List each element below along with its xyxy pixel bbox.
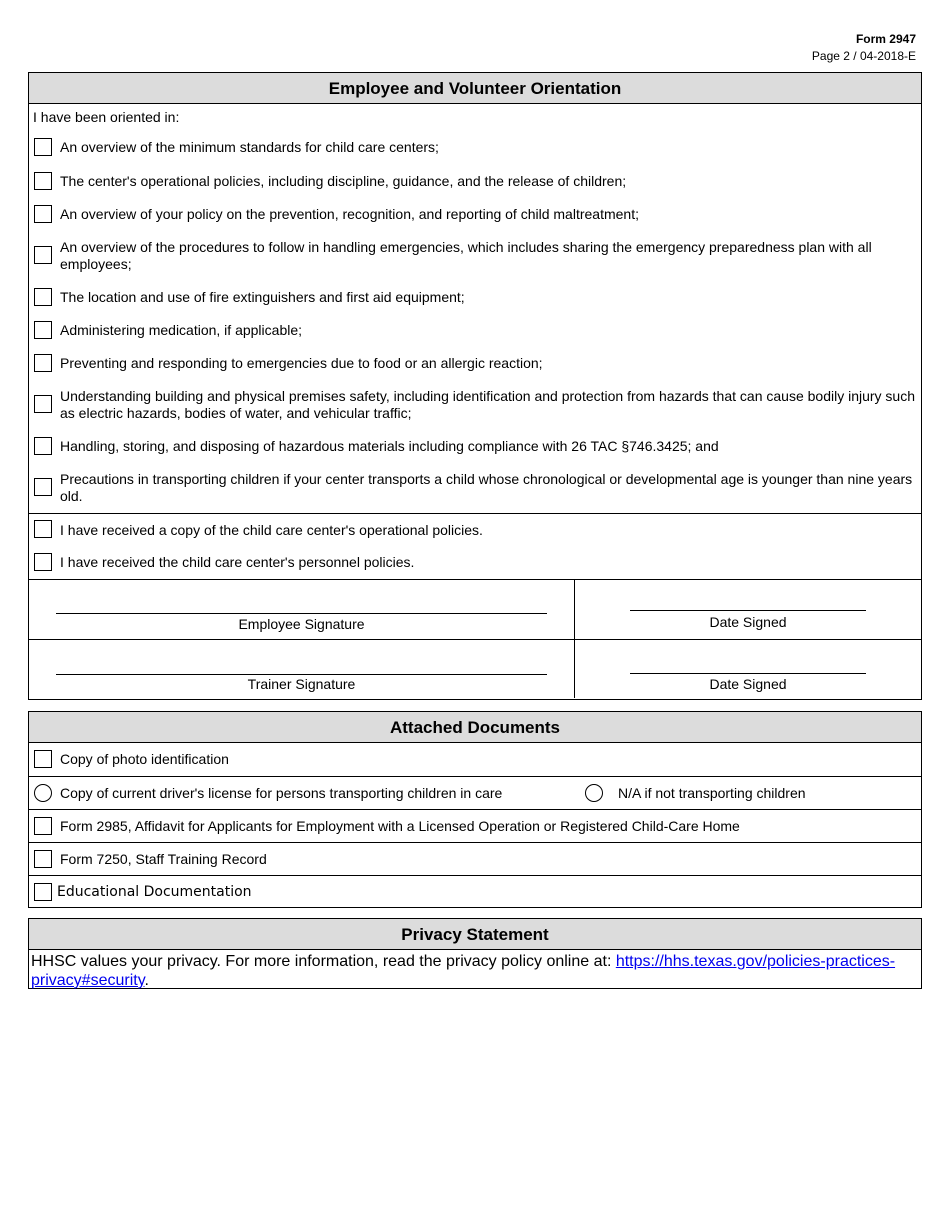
checkbox[interactable]	[34, 321, 52, 339]
signature-line	[56, 674, 547, 675]
orientation-item: Understanding building and physical premises safety, including identification and protection from hazards that can cause bodily injury such as electric hazards, bodies of water, and vehicular traffic;	[29, 380, 921, 430]
form-number: Form 2947	[855, 32, 916, 46]
orientation-item: Precautions in transporting children if your center transports a child whose chronological or developmental age is younger than nine years old.	[29, 463, 921, 513]
checkbox[interactable]	[34, 750, 52, 768]
signature-line	[56, 613, 547, 614]
orientation-item: The center's operational policies, including discipline, guidance, and the release of children;	[29, 165, 921, 198]
radio-na-transport[interactable]	[585, 784, 603, 802]
checkbox[interactable]	[34, 354, 52, 372]
checkbox[interactable]	[34, 246, 52, 264]
orientation-item: An overview of your policy on the prevention, recognition, and reporting of child maltreatment;	[29, 198, 921, 231]
page-info: Page 2 / 04-2018-E	[811, 49, 916, 63]
orientation-item: The location and use of fire extinguishers and first aid equipment;	[29, 281, 921, 314]
doc-photo-id: Copy of photo identification	[29, 743, 921, 776]
checkbox[interactable]	[34, 883, 52, 901]
orientation-item: Administering medication, if applicable;	[29, 314, 921, 347]
received-item: I have received the child care center's personnel policies.	[29, 546, 921, 579]
orientation-item: Handling, storing, and disposing of hazardous materials including compliance with 26 TAC §746.3425; and	[29, 430, 921, 463]
employee-date-field[interactable]	[575, 580, 921, 639]
checkbox[interactable]	[34, 205, 52, 223]
orientation-item: An overview of the procedures to follow in handling emergencies, which includes sharing the emergency preparedness plan with all employees;	[29, 231, 921, 281]
employee-signature-label: Employee Signature	[238, 616, 365, 632]
employee-signature-row	[29, 579, 921, 639]
checkbox[interactable]	[34, 138, 52, 156]
radio-drivers-license[interactable]	[34, 784, 52, 802]
doc-form-7250: Form 7250, Staff Training Record	[29, 842, 921, 875]
orientation-title: Employee and Volunteer Orientation	[29, 73, 921, 104]
form-header	[812, 31, 916, 65]
privacy-policy-link[interactable]: https://hhs.texas.gov/policies-practices-privacy#security	[31, 953, 896, 989]
checkbox[interactable]	[34, 395, 52, 413]
checkbox[interactable]	[34, 478, 52, 496]
checkbox[interactable]	[34, 850, 52, 868]
date-signed-label: Date Signed	[709, 614, 787, 630]
trainer-signature-label: Trainer Signature	[247, 676, 356, 692]
received-item: I have received a copy of the child care center's operational policies.	[29, 514, 921, 546]
checkbox[interactable]	[34, 172, 52, 190]
attached-documents-title: Attached Documents	[29, 712, 921, 743]
date-line	[630, 673, 866, 674]
date-signed-label: Date Signed	[709, 676, 787, 692]
privacy-text: HHSC values your privacy. For more information, read the privacy policy online at: https://hhs.texas.gov/policies-practices-privacy#security.	[31, 953, 896, 989]
orientation-item: An overview of the minimum standards for child care centers;	[29, 130, 921, 165]
employee-signature-field[interactable]	[29, 580, 575, 639]
doc-drivers-license: Copy of current driver's license for persons transporting children in care N/A if not transporting children	[29, 776, 921, 809]
date-line	[630, 610, 866, 611]
trainer-signature-row	[29, 639, 921, 698]
checkbox[interactable]	[34, 553, 52, 571]
checkbox[interactable]	[34, 520, 52, 538]
doc-form-2985: Form 2985, Affidavit for Applicants for Employment with a Licensed Operation or Registered Child-Care Home	[29, 809, 921, 842]
checkbox[interactable]	[34, 288, 52, 306]
privacy-section	[28, 918, 922, 989]
checkbox[interactable]	[34, 437, 52, 455]
trainer-signature-field[interactable]	[29, 640, 575, 698]
attached-documents-section	[28, 711, 922, 908]
privacy-title: Privacy Statement	[29, 919, 921, 950]
orientation-item: Preventing and responding to emergencies due to food or an allergic reaction;	[29, 347, 921, 380]
doc-educational: Educational Documentation	[29, 875, 921, 908]
orientation-intro: I have been oriented in:	[33, 109, 180, 125]
orientation-section	[28, 72, 922, 700]
trainer-date-field[interactable]	[575, 640, 921, 698]
checkbox[interactable]	[34, 817, 52, 835]
